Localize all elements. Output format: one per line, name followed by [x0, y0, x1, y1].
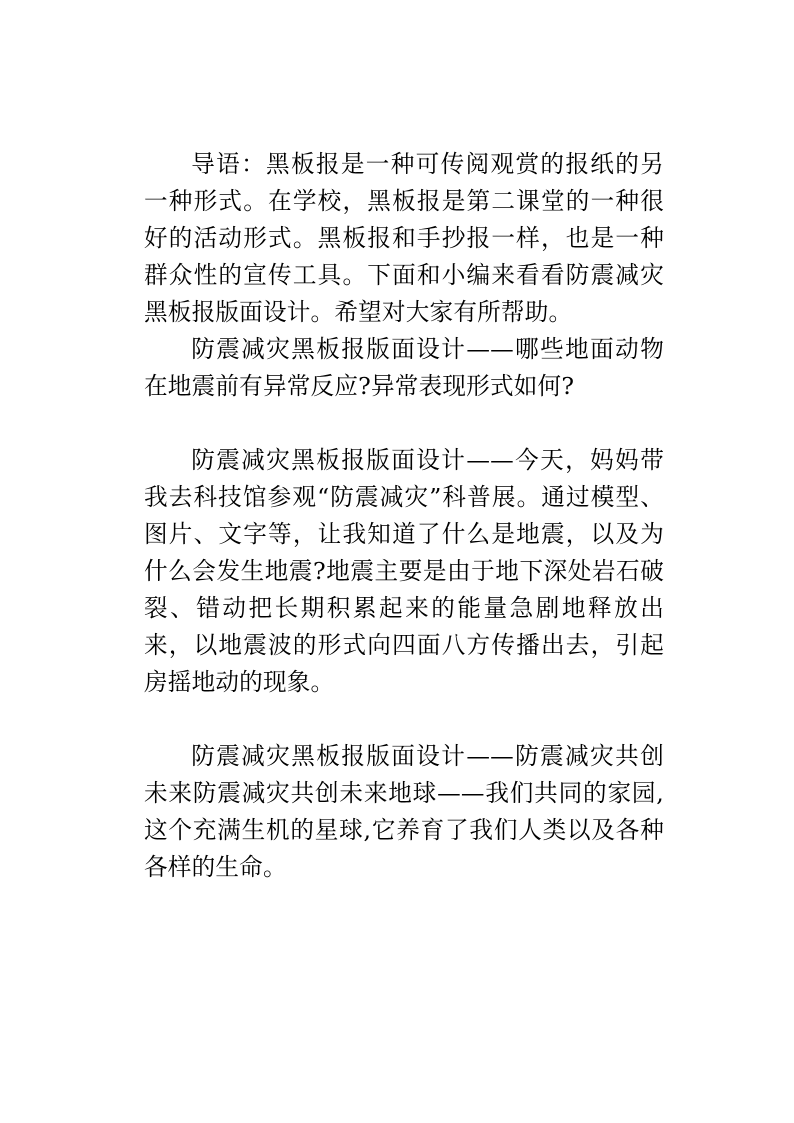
intro-paragraph: 导语：黑板报是一种可传阅观赏的报纸的另一种形式。在学校，黑板报是第二课堂的一种很好的活动形式。黑板报和手抄报一样，也是一种群众性的宣传工具。下面和小编来看看防震减灾黑板报版面设计。希望对大家有所帮助。 — [144, 150, 664, 326]
earth-home-paragraph: 防震减灾黑板报版面设计——防震减灾共创未来防震减灾共创未来地球——我们共同的家园,这个充满生机的星球,它养育了我们人类以及各种各样的生命。 — [144, 742, 664, 881]
question-paragraph: 防震减灾黑板报版面设计——哪些地面动物在地震前有异常反应?异常表现形式如何? — [144, 335, 664, 400]
paragraph-spacer — [144, 405, 664, 442]
exhibition-paragraph: 防震减灾黑板报版面设计——今天，妈妈带我去科技馆参观“防震减灾”科普展。通过模型、图片、文字等，让我知道了什么是地震，以及为什么会发生地震?地震主要是由于地下深处岩石破裂、错动把长期积累起来的能量急剧地释放出来，以地震波的形式向四面八方传播出去，引起房摇地动的现象。 — [144, 446, 664, 696]
paragraph-spacer — [144, 701, 664, 738]
document-page — [144, 146, 664, 886]
